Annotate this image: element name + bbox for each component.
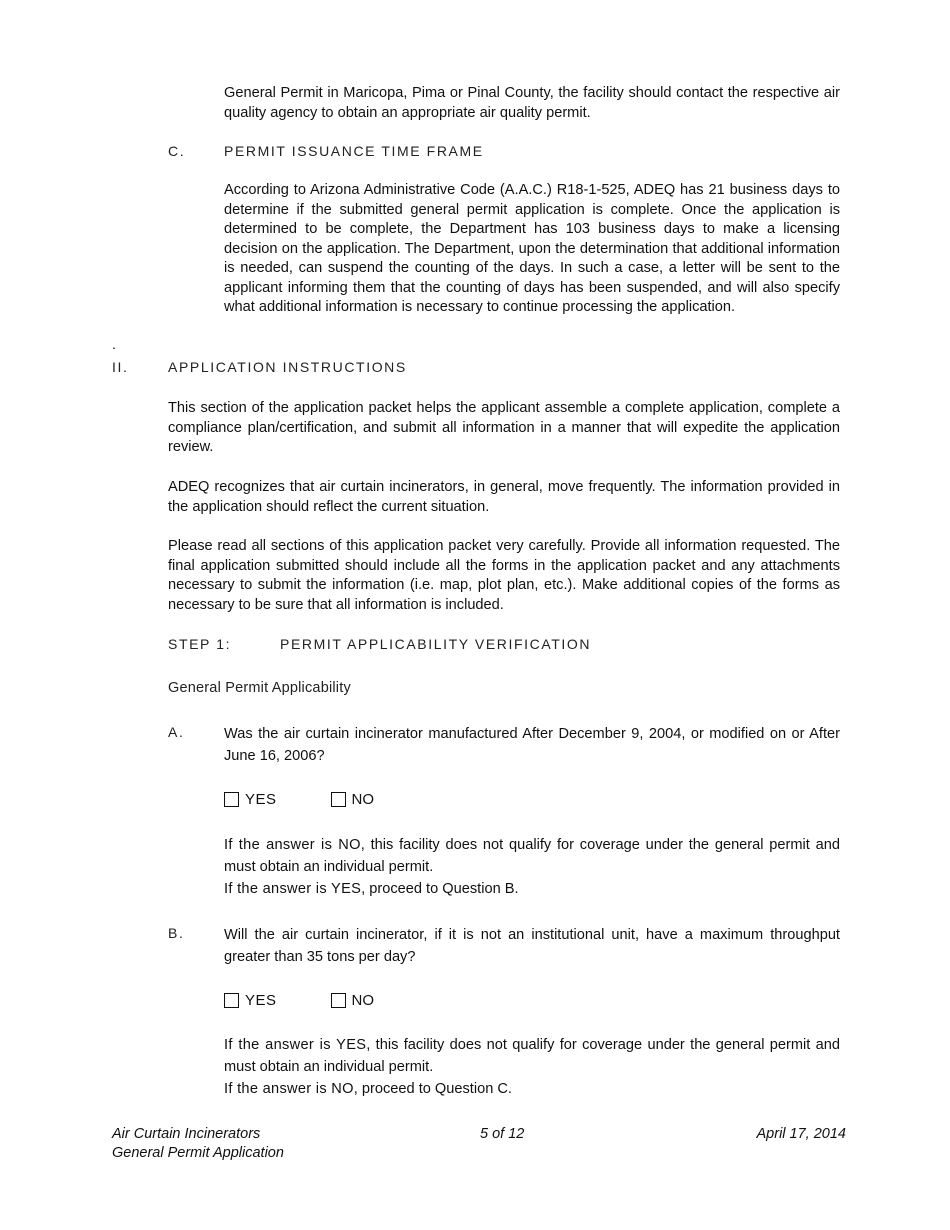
question-b-no-label: NO (351, 992, 375, 1009)
section-ii-paragraph-1: This section of the application packet helps the applicant assemble a complete application, complete a compliance plan/certification, and submit all information in a manner that will expedite the application review. (168, 400, 840, 455)
question-b-yes-label: YES (245, 992, 277, 1009)
footer-document-title (112, 1125, 284, 1163)
question-b-answer-yes (224, 1035, 840, 1078)
question-a-answer-yes-keyword: If the answer is YES (224, 881, 362, 897)
question-b-answer-no-keyword: If the answer is NO (224, 1081, 354, 1097)
footer-date: April 17, 2014 (756, 1126, 846, 1142)
question-a-answer-no-text: , this facility does not qualify for coverage under the general permit and must obtain an individual permit. (224, 837, 841, 875)
question-a-options (224, 791, 374, 808)
step1-title: PERMIT APPLICABILITY VERIFICATION (280, 636, 592, 652)
question-b-text: Will the air curtain incinerator, if it is not an institutional unit, have a maximum throughput greater than 35 tons per day? (224, 927, 840, 965)
section-ii-paragraph-3: Please read all sections of this application packet very carefully. Provide all information requested. The final application submitted should include all the forms in the application packet and any attachments necessary to submit the information (i.e. map, plot plan, etc.). Make additional copies of the forms as necessary to be sure that all information is included. (168, 538, 840, 613)
section-c-title: PERMIT ISSUANCE TIME FRAME (224, 143, 484, 159)
question-a-answer-yes-text: , proceed to Question B. (361, 881, 519, 897)
question-b-answer-no (224, 1079, 840, 1101)
question-a-answer-no (224, 835, 840, 878)
question-a-answer-no-keyword: If the answer is NO (224, 837, 361, 853)
section-ii-title: APPLICATION INSTRUCTIONS (168, 359, 407, 375)
question-b-yes-option[interactable] (224, 992, 277, 1009)
question-b-no-option[interactable] (331, 992, 375, 1009)
question-b-answer-yes-keyword: If the answer is YES (224, 1037, 367, 1053)
footer-title-line-2: General Permit Application (112, 1145, 284, 1161)
question-a-no-checkbox[interactable] (331, 792, 346, 807)
question-a-answer-yes (224, 879, 840, 901)
intro-paragraph: General Permit in Maricopa, Pima or Pinal County, the facility should contact the respective air quality agency to obtain an appropriate air quality permit. (224, 85, 840, 121)
footer-page-number: 5 of 12 (480, 1126, 525, 1142)
question-a-yes-label: YES (245, 791, 277, 808)
question-a-no-option[interactable] (331, 791, 375, 808)
section-c-letter: C. (168, 143, 186, 159)
footer-title-line-1: Air Curtain Incinerators (112, 1126, 261, 1142)
question-b-answer-yes-text: , this facility does not qualify for coverage under the general permit and must obtain an individual permit. (224, 1037, 841, 1075)
question-a-yes-option[interactable] (224, 791, 277, 808)
question-a-yes-checkbox[interactable] (224, 792, 239, 807)
question-a-no-label: NO (351, 791, 375, 808)
general-permit-applicability-heading: General Permit Applicability (168, 680, 351, 696)
question-b-answer-no-text: , proceed to Question C. (353, 1081, 512, 1097)
question-a-text: Was the air curtain incinerator manufactured After December 9, 2004, or modified on or After June 16, 2006? (224, 726, 840, 764)
stray-dot: . (112, 336, 116, 352)
section-c-body: According to Arizona Administrative Code (A.A.C.) R18-1-525, ADEQ has 21 business days to determine if the submitted general permit application is complete. Once the application is determined to be complete, the Department has 103 business days to make a licensing decision on the application. The Department, upon the determination that additional information is needed, can suspend the counting of the days. In such a case, a letter will be sent to the applicant informing them that the counting of days has been suspended, and will also specify what additional information is necessary to continue processing the application. (224, 182, 840, 315)
question-a-letter: A. (168, 724, 185, 740)
question-b-yes-checkbox[interactable] (224, 993, 239, 1008)
section-ii-paragraph-2: ADEQ recognizes that air curtain incinerators, in general, move frequently. The information provided in the application should reflect the current situation. (168, 479, 840, 515)
question-b-options (224, 992, 374, 1009)
question-b-no-checkbox[interactable] (331, 993, 346, 1008)
step1-label: STEP 1: (168, 636, 232, 652)
section-ii-numeral: II. (112, 359, 129, 375)
question-b-letter: B. (168, 925, 185, 941)
